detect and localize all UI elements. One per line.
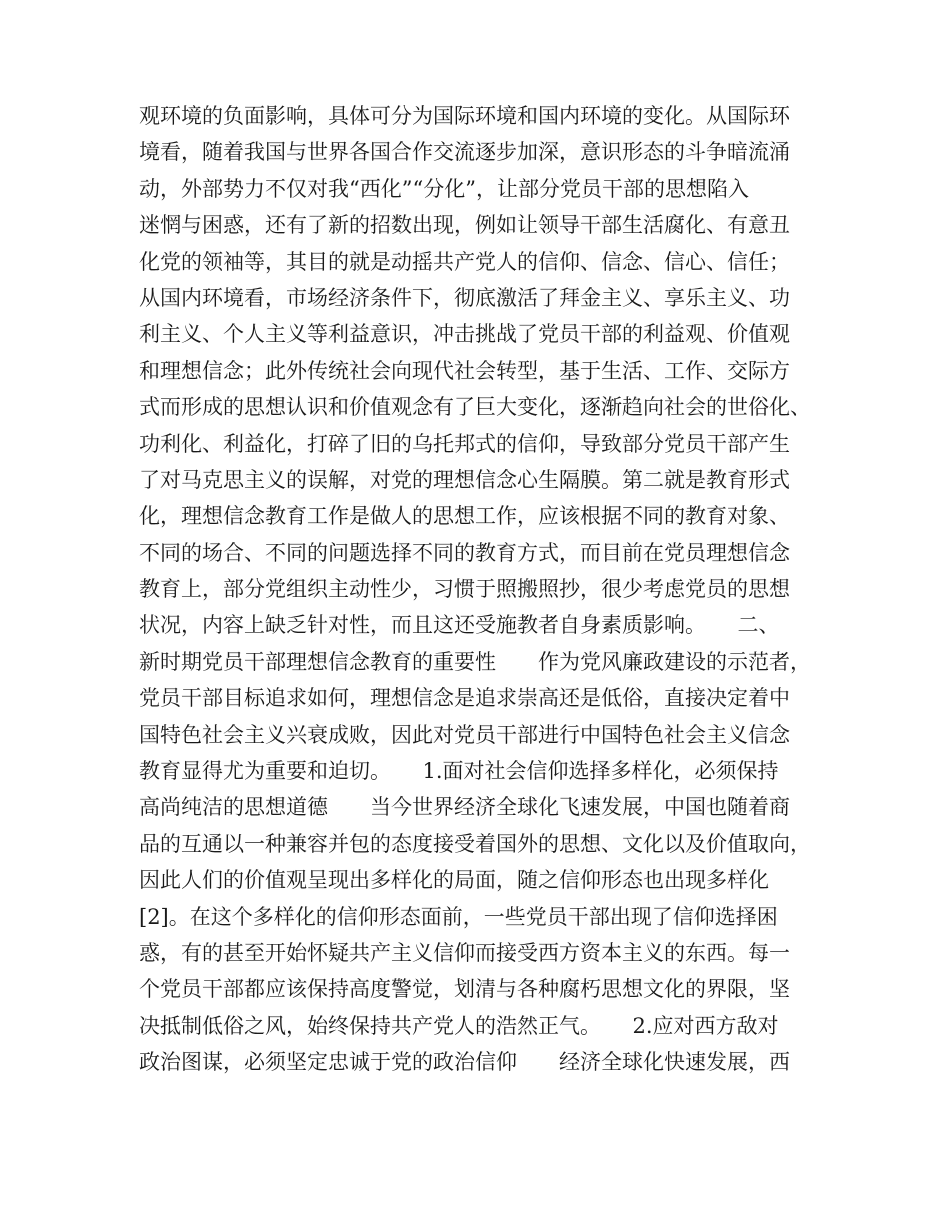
text-line: [2]。在这个多样化的信仰形态面前，一些党员干部出现了信仰选择困 xyxy=(139,904,778,929)
text-line: 国特色社会主义兴衰成败，因此对党员干部进行中国特色社会主义信念 xyxy=(139,722,790,747)
text-line: 教育显得尤为重要和迫切。 1.面对社会信仰选择多样化，必须保持 xyxy=(139,759,779,784)
text-line: 教育上，部分党组织主动性少，习惯于照搬照抄，很少考虑党员的思想 xyxy=(139,577,790,602)
text-line: 功利化、利益化，打碎了旧的乌托邦式的信仰，导致部分党员干部产生 xyxy=(139,431,790,456)
text-line: 高尚纯洁的思想道德 当今世界经济全球化飞速发展，中国也随着商 xyxy=(139,795,790,820)
text-line: 化，理想信念教育工作是做人的思想工作，应该根据不同的教育对象、 xyxy=(139,504,790,529)
text-line: 式而形成的思想认识和价值观念有了巨大变化，逐渐趋向社会的世俗化、 xyxy=(139,395,811,420)
text-line: 和理想信念；此外传统社会向现代社会转型，基于生活、工作、交际方 xyxy=(139,358,790,383)
text-line: 个党员干部都应该保持高度警觉，划清与各种腐朽思想文化的界限，坚 xyxy=(139,977,790,1002)
text-line: 不同的场合、不同的问题选择不同的教育方式，而目前在党员理想信念 xyxy=(139,540,790,565)
body-text xyxy=(139,98,839,1081)
text-line: 因此人们的价值观呈现出多样化的局面，随之信仰形态也出现多样化 xyxy=(139,868,769,893)
text-line: 观环境的负面影响，具体可分为国际环境和国内环境的变化。从国际环 xyxy=(139,104,790,128)
text-line: 了对马克思主义的误解，对党的理想信念心生隔膜。第二就是教育形式 xyxy=(139,467,790,492)
text-line: 决抵制低俗之风，始终保持共产党人的浩然正气。 2.应对西方敌对 xyxy=(139,1013,779,1038)
text-line: 品的互通以一种兼容并包的态度接受着国外的思想、文化以及价值取向， xyxy=(139,831,811,856)
text-line: 党员干部目标追求如何，理想信念是追求崇高还是低俗，直接决定着中 xyxy=(139,686,790,711)
text-line: 政治图谋，必须坚定忠诚于党的政治信仰 经济全球化快速发展，西 xyxy=(139,1050,790,1075)
text-line: 状况，内容上缺乏针对性，而且这还受施教者自身素质影响。 二、 xyxy=(139,613,780,638)
text-line: 迷惘与困惑，还有了新的招数出现，例如让领导干部生活腐化、有意丑 xyxy=(139,213,790,238)
text-line: 惑，有的甚至开始怀疑共产主义信仰而接受西方资本主义的东西。每一 xyxy=(139,940,790,965)
text-line: 从国内环境看，市场经济条件下，彻底激活了拜金主义、享乐主义、功 xyxy=(139,285,790,310)
text-line: 动，外部势力不仅对我“西化”“分化”，让部分党员干部的思想陷入 xyxy=(139,176,749,201)
text-line: 利主义、个人主义等利益意识，冲击挑战了党员干部的利益观、价值观 xyxy=(139,322,790,347)
text-line: 化党的领袖等，其目的就是动摇共产党人的信仰、信念、信心、信任； xyxy=(139,249,790,274)
text-line: 境看，随着我国与世界各国合作交流逐步加深，意识形态的斗争暗流涌 xyxy=(139,140,790,165)
text-line: 新时期党员干部理想信念教育的重要性 作为党风廉政建设的示范者， xyxy=(139,649,811,674)
